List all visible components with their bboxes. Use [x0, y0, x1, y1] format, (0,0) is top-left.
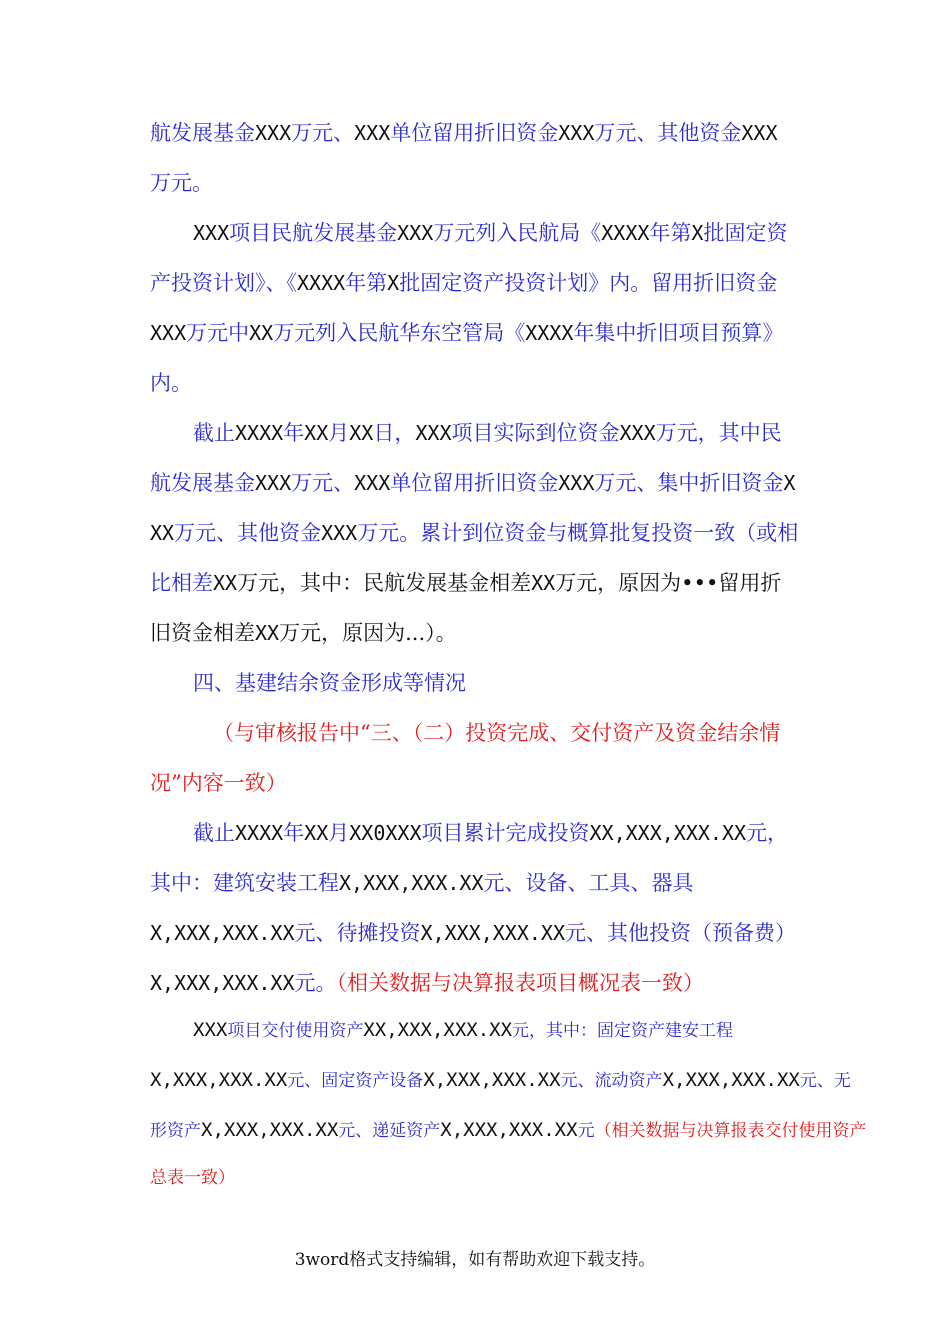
text-segment: 截止 — [193, 421, 235, 445]
text-segment: X — [783, 471, 796, 495]
text-segment: XXXX — [601, 221, 650, 245]
text-segment: 批固定资产投资计划》内。留用折旧资金 — [399, 271, 778, 295]
text-segment: XXXX — [297, 271, 346, 295]
text-segment: 元。 — [294, 971, 337, 995]
text-segment: 产投资计划》、《 — [150, 271, 297, 295]
text-segment: XXX — [619, 421, 656, 445]
text-segment: XXXX — [235, 821, 284, 845]
text-segment: 元、无 — [799, 1071, 851, 1091]
text-segment: 项目实际到位资金 — [451, 421, 620, 445]
text-segment: XXX — [193, 221, 230, 245]
text-segment: （与审核报告中“三、（二）投资完成、交付资产及资金结余情 — [213, 721, 781, 745]
text-segment: 年第 — [649, 221, 692, 245]
text-segment: （相关数据与决算报表交付使用资产 — [594, 1121, 867, 1141]
text-segment: 万元，其中：民航发展基金相差 — [237, 571, 532, 595]
text-line — [150, 918, 796, 948]
text-segment: XX — [304, 821, 329, 845]
text-segment: 其中：建筑安装工程 — [150, 871, 339, 895]
text-segment: 万元中 — [186, 321, 250, 345]
text-segment: 内。 — [150, 371, 192, 395]
text-line — [150, 1117, 867, 1144]
text-line — [150, 168, 213, 198]
text-segment: 航发展基金 — [150, 471, 255, 495]
text-segment: X,XXX,XXX.XX — [201, 1119, 339, 1141]
text-segment: 万元、 — [291, 471, 355, 495]
text-segment: 万元。 — [150, 171, 213, 195]
text-segment: XXX — [558, 121, 595, 145]
text-segment: XXX — [321, 521, 358, 545]
text-segment: 航发展基金 — [150, 121, 255, 145]
text-segment: 项目交付使用资产 — [227, 1021, 364, 1041]
text-line — [150, 368, 192, 398]
text-segment: 万元、其他资金 — [174, 521, 322, 545]
text-segment: 元、固定资产设备 — [287, 1071, 424, 1091]
text-segment: XXX — [397, 221, 434, 245]
text-segment: 万元，原因为•••留用折 — [555, 571, 782, 595]
text-segment: XX — [150, 521, 175, 545]
text-segment: XXX — [354, 471, 391, 495]
text-segment: XX,XXX,XXX.XX — [589, 821, 747, 845]
text-segment: XXX — [354, 121, 391, 145]
text-segment: 旧资金相差 — [150, 621, 255, 645]
text-segment: 形资产 — [150, 1121, 201, 1141]
text-segment: （相关数据与决算报表项目概况表一致） — [336, 971, 704, 995]
text-segment: X,XXX,XXX.XX — [440, 1119, 578, 1141]
text-line — [193, 668, 466, 698]
text-line — [150, 568, 781, 598]
text-segment: XX0XXX — [349, 821, 422, 845]
text-segment: 月 — [328, 821, 350, 845]
text-segment: 元 — [577, 1121, 595, 1141]
text-segment: 元、流动资产 — [560, 1071, 663, 1091]
text-line — [150, 318, 783, 348]
text-segment: 元、递延资产 — [338, 1121, 441, 1141]
text-segment: 万元列入民航华东空管局《 — [273, 321, 526, 345]
text-segment: 日， — [373, 421, 416, 445]
text-segment: 年 — [283, 421, 305, 445]
text-segment: 项目累计完成投资 — [421, 821, 590, 845]
text-line — [150, 1067, 851, 1094]
text-line — [193, 218, 787, 248]
text-line — [150, 618, 457, 648]
text-segment: 项目民航发展基金 — [229, 221, 398, 245]
text-segment: 年集中折旧项目预算》 — [573, 321, 784, 345]
text-segment: XX,XXX,XXX.XX — [363, 1019, 513, 1041]
text-line — [150, 868, 694, 898]
text-line — [150, 468, 795, 498]
text-segment: 单位留用折旧资金 — [390, 121, 559, 145]
text-segment: XXXX — [525, 321, 574, 345]
text-line — [150, 118, 778, 148]
text-line — [150, 768, 287, 798]
text-line — [193, 418, 782, 448]
text-segment: XXX — [741, 121, 778, 145]
text-segment: 万元，原因为...）。 — [279, 621, 457, 645]
text-segment: 四、基建结余资金形成等情况 — [193, 671, 466, 695]
text-segment: XXX — [415, 421, 452, 445]
text-segment: X,XXX,XXX.XX — [423, 1069, 561, 1091]
text-segment: 万元列入民航局《 — [433, 221, 602, 245]
text-segment: 元、设备、工具、器具 — [483, 871, 694, 895]
text-segment: 万元、其他资金 — [594, 121, 742, 145]
text-segment: 月 — [328, 421, 350, 445]
text-line — [150, 518, 798, 548]
text-segment: 年第 — [345, 271, 388, 295]
text-segment: XX — [349, 421, 374, 445]
text-segment: X,XXX,XXX.XX — [339, 871, 484, 895]
text-segment: XX — [304, 421, 329, 445]
text-segment: 元， — [746, 821, 789, 845]
text-segment: XX — [255, 621, 280, 645]
text-segment: X,XXX,XXX.XX — [150, 971, 295, 995]
text-segment: 批固定资 — [703, 221, 788, 245]
text-segment: XXX — [193, 1019, 228, 1041]
text-segment: 元、待摊投资 — [294, 921, 421, 945]
text-segment: XXX — [255, 471, 292, 495]
text-segment: 比相差 — [150, 571, 213, 595]
text-segment: XX — [531, 571, 556, 595]
text-segment: X — [387, 271, 400, 295]
text-line — [150, 268, 777, 298]
text-segment: X,XXX,XXX.XX — [420, 921, 565, 945]
text-segment: 万元、 — [291, 121, 355, 145]
text-segment: 元、其他投资（预备费） — [565, 921, 796, 945]
text-segment: 单位留用折旧资金 — [390, 471, 559, 495]
text-segment: 总表一致） — [150, 1168, 235, 1188]
text-segment: XX — [213, 571, 238, 595]
text-segment: XXX — [255, 121, 292, 145]
text-segment: 况”内容一致） — [150, 771, 287, 795]
text-segment: 元，其中：固定资产建安工程 — [512, 1021, 734, 1041]
text-segment: XXXX — [235, 421, 284, 445]
text-segment: 万元，其中民 — [655, 421, 782, 445]
text-segment: XXX — [150, 321, 187, 345]
text-line — [150, 968, 704, 998]
text-segment: 年 — [283, 821, 305, 845]
text-segment: 截止 — [193, 821, 235, 845]
text-segment: X,XXX,XXX.XX — [150, 921, 295, 945]
text-line — [213, 718, 780, 748]
page-footer: 3word格式支持编辑，如有帮助欢迎下载支持。 — [294, 1250, 656, 1270]
text-segment: X,XXX,XXX.XX — [150, 1069, 288, 1091]
text-line — [193, 818, 788, 848]
text-line — [150, 1165, 235, 1191]
text-line — [193, 1017, 733, 1044]
text-segment: 万元、集中折旧资金 — [594, 471, 784, 495]
text-segment: XXX — [558, 471, 595, 495]
text-segment: 万元。累计到位资金与概算批复投资一致（或相 — [357, 521, 799, 545]
text-segment: X — [691, 221, 704, 245]
text-segment: XX — [249, 321, 274, 345]
text-segment: X,XXX,XXX.XX — [662, 1069, 800, 1091]
